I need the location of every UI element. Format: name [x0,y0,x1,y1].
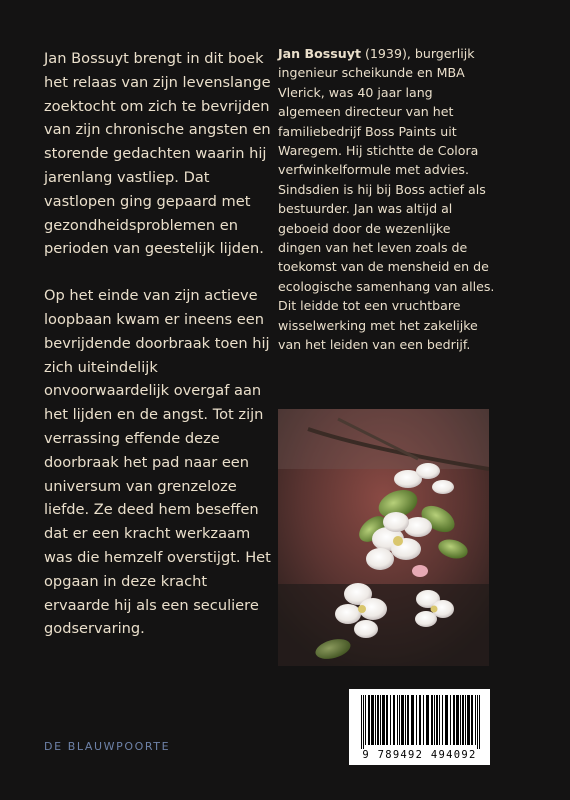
barcode-bar [377,695,379,745]
barcode-bar [423,695,424,745]
barcode-bars [349,689,490,749]
barcode-bar [462,695,464,745]
barcode-bar [363,695,364,749]
author-bio-text: (1939), burgerlijk ingenieur scheikunde en MBA Vlerick, was 40 jaar lang algemeen directeur van het familiebedrijf Boss Paints uit Waregem. Hij stichtte de Colora verfwinkelformule met advies. Sindsdien is hij bij Boss actief als bestuurder. Jan was altijd al geboeid door de wezenlijke dingen van het leven zoals de toekomst van de mensheid en de ecologische samenhang van alles. Dit leidde tot een vruchtbare wisselwerking met het zakelijke van het leiden van een bedrijf. [278,46,495,353]
barcode-bar [439,695,440,745]
barcode-bar [371,695,374,745]
barcode-bar [393,695,395,745]
barcode-bar [467,695,470,745]
barcode-bar [475,695,476,745]
author-bio [278,44,496,355]
barcode-bar [411,695,414,745]
blurb-paragraph-2: Op het einde van zijn actieve loopbaan kwam er ineens een bevrijdende doorbraak toen hij zich uiteindelijk onvoorwaardelijk overgaf aan het lijden en de angst. Tot zijn verrassing effende deze doorbraak het pad naar een universum van grenzeloze liefde. Ze deed hem beseffen dat er een kracht werkzaam was die hemzelf overstijgt. Het opgaan in deze kracht ervaarde hij als een seculiere godservaring. [44,287,271,638]
barcode-bar [405,695,406,745]
barcode-bar [465,695,466,745]
barcode-bar [426,695,429,745]
barcode-bar [434,695,435,745]
blossom-image [278,409,489,666]
isbn-number: 9 789492 494092 [362,749,477,761]
barcode-bar [471,695,473,745]
barcode-bar [442,695,443,745]
barcode-bar [416,695,417,745]
blurb-paragraph-1: Jan Bossuyt brengt in dit boek het relaas van zijn levenslange zoektocht om zich te bevrijden van zijn chronische angsten en storende gedachten waarin hij jarenlang vastliep. Dat vastlopen ging gepaard met gezondheidsproblemen en perioden van geestelijk lijden. [44,50,271,258]
barcode-bar [436,695,438,745]
barcode-bar [397,695,398,745]
barcode-bar [368,695,370,745]
publisher-name: DE BLAUWPOORTE [44,740,171,753]
author-name: Jan Bossuyt [278,46,361,61]
back-cover-blurb [44,47,276,664]
barcode-bar [456,695,459,745]
barcode-bar [445,695,448,745]
isbn-barcode [349,689,490,765]
barcode-bar [386,695,388,745]
barcode-bar [479,695,480,749]
barcode-bar [407,695,409,745]
barcode-bar [419,695,421,745]
barcode-bar [380,695,381,745]
barcode-bar [460,695,461,745]
apple-blossom-photo [278,409,489,666]
barcode-bar [361,695,362,749]
barcode-bar [450,695,451,745]
barcode-bar [401,695,404,745]
barcode-bar [382,695,385,745]
barcode-bar [431,695,433,745]
barcode-bar [477,695,478,749]
barcode-bar [375,695,376,745]
barcode-bar [390,695,391,745]
barcode-bar [453,695,455,745]
barcode-bar [365,695,366,745]
barcode-bar [399,695,400,745]
